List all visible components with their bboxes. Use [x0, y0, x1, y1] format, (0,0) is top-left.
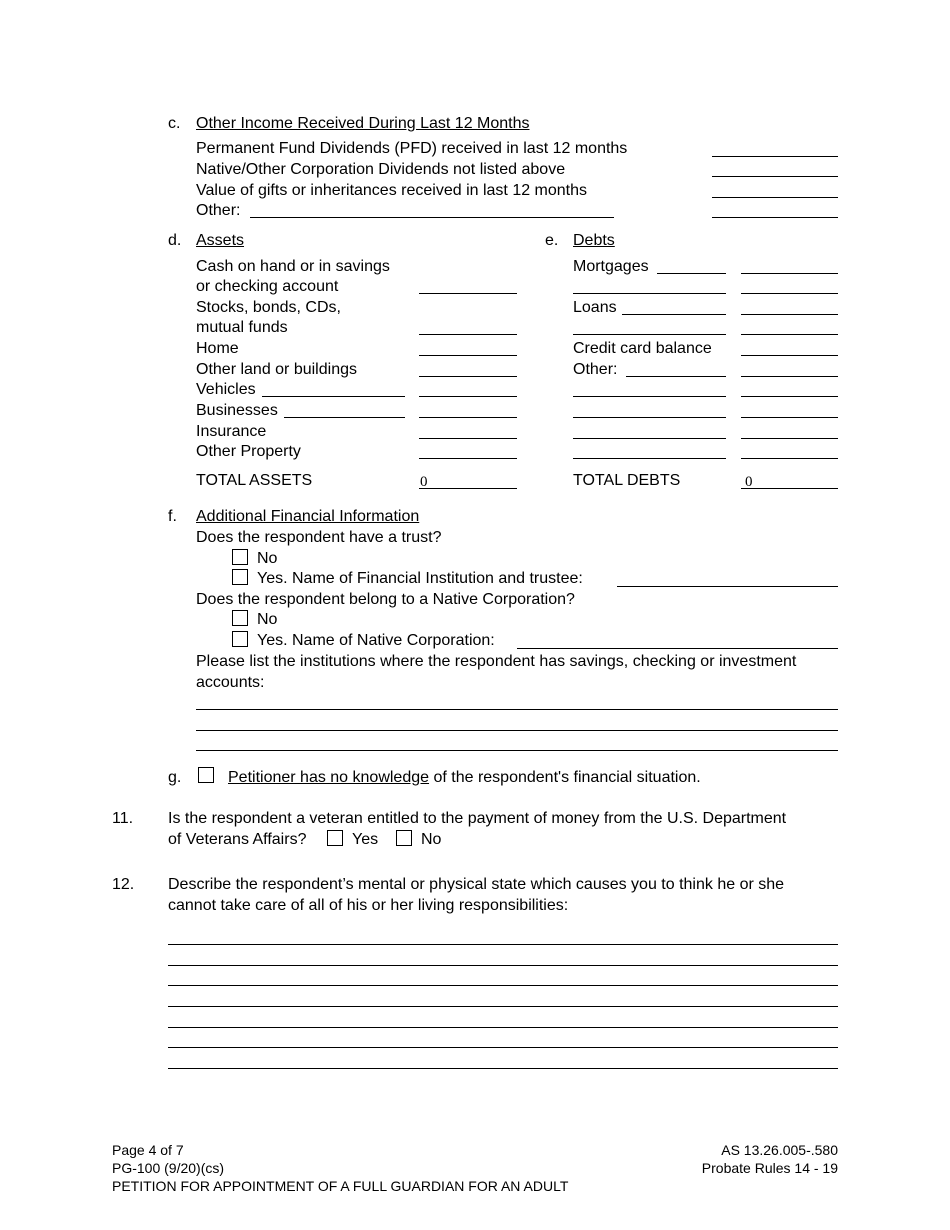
section-g-letter: g.: [168, 769, 182, 786]
other-debt-description-field[interactable]: [626, 376, 726, 377]
loan-description-field-2[interactable]: [573, 334, 726, 335]
debt-amount-field-extra-1[interactable]: [741, 396, 838, 397]
trust-question: Does the respondent have a trust?: [196, 529, 442, 546]
native-no-checkbox[interactable]: [232, 610, 248, 626]
section-d-letter: d.: [168, 232, 182, 249]
total-debts-field[interactable]: [741, 488, 838, 489]
debt-amount-field-extra-2[interactable]: [741, 417, 838, 418]
insurance-label: Insurance: [196, 423, 267, 440]
footer-form-number: PG-100 (9/20)(cs): [112, 1160, 225, 1176]
debts-heading: Debts: [573, 232, 615, 249]
stocks-amount-field[interactable]: [419, 334, 517, 335]
section-e-letter: e.: [545, 232, 559, 249]
mortgage-amount-field[interactable]: [741, 273, 838, 274]
footer-rules: Probate Rules 14 - 19: [701, 1160, 838, 1176]
institutions-line-2[interactable]: [196, 730, 838, 731]
cash-label-line1: Cash on hand or in savings: [196, 258, 390, 275]
native-yes-label: Yes. Name of Native Corporation:: [257, 632, 495, 649]
no-knowledge-underlined: Petitioner has no knowledge: [228, 769, 430, 786]
credit-card-label: Credit card balance: [573, 340, 712, 357]
native-yes-checkbox[interactable]: [232, 631, 248, 647]
debt-description-field-extra-4[interactable]: [573, 458, 726, 459]
other-income-label: Other:: [196, 202, 241, 219]
q11-line1: Is the respondent a veteran entitled to the payment of money from the U.S. Department: [168, 810, 787, 827]
section-f-letter: f.: [168, 508, 177, 525]
businesses-amount-field[interactable]: [419, 417, 517, 418]
debt-description-field-extra-2[interactable]: [573, 417, 726, 418]
other-land-amount-field[interactable]: [419, 376, 517, 377]
mortgage-amount-field-2[interactable]: [741, 293, 838, 294]
mortgage-description-field-2[interactable]: [573, 293, 726, 294]
mental-state-line-5[interactable]: [168, 1027, 838, 1028]
home-label: Home: [196, 340, 239, 357]
institutions-question-line2: accounts:: [196, 674, 265, 691]
cash-amount-field[interactable]: [419, 293, 517, 294]
section-c-letter: c.: [168, 115, 181, 132]
corp-dividends-amount-field[interactable]: [712, 176, 838, 177]
stocks-label-line2: mutual funds: [196, 319, 288, 336]
debt-description-field-extra-1[interactable]: [573, 396, 726, 397]
q12-line2: cannot take care of all of his or her living responsibilities:: [168, 897, 569, 914]
gifts-amount-field[interactable]: [712, 197, 838, 198]
loan-amount-field[interactable]: [741, 314, 838, 315]
footer-form-title: PETITION FOR APPOINTMENT OF A FULL GUARDIAN FOR AN ADULT: [112, 1178, 569, 1194]
mortgage-description-field[interactable]: [657, 273, 726, 274]
other-property-label: Other Property: [196, 443, 301, 460]
other-income-description-field[interactable]: [250, 217, 614, 218]
pfd-label: Permanent Fund Dividends (PFD) received in last 12 months: [196, 140, 628, 157]
mental-state-line-3[interactable]: [168, 985, 838, 986]
veteran-yes-checkbox[interactable]: [327, 830, 343, 846]
institutions-line-1[interactable]: [196, 709, 838, 710]
veteran-yes-label: Yes: [352, 831, 379, 848]
debt-amount-field-extra-4[interactable]: [741, 458, 838, 459]
total-debts-label: TOTAL DEBTS: [573, 472, 681, 489]
other-debt-amount-field[interactable]: [741, 376, 838, 377]
loan-amount-field-2[interactable]: [741, 334, 838, 335]
total-assets-label: TOTAL ASSETS: [196, 472, 313, 489]
corp-dividends-label: Native/Other Corporation Dividends not listed above: [196, 161, 566, 178]
mental-state-line-6[interactable]: [168, 1047, 838, 1048]
section-f-heading: Additional Financial Information: [196, 508, 420, 525]
mortgages-label: Mortgages: [573, 258, 649, 275]
institutions-question-line1: Please list the institutions where the respondent has savings, checking or investment: [196, 653, 797, 670]
loan-description-field[interactable]: [622, 314, 726, 315]
loans-label: Loans: [573, 299, 617, 316]
footer-page-number: Page 4 of 7: [112, 1142, 184, 1158]
total-debts-value: 0: [745, 474, 753, 490]
total-assets-value: 0: [420, 474, 428, 490]
insurance-amount-field[interactable]: [419, 438, 517, 439]
debt-amount-field-extra-3[interactable]: [741, 438, 838, 439]
mental-state-line-1[interactable]: [168, 944, 838, 945]
trust-yes-checkbox[interactable]: [232, 569, 248, 585]
businesses-description-field[interactable]: [284, 417, 405, 418]
trust-yes-label: Yes. Name of Financial Institution and trustee:: [257, 570, 583, 587]
vehicles-description-field[interactable]: [262, 396, 405, 397]
gifts-label: Value of gifts or inheritances received in last 12 months: [196, 182, 588, 199]
cash-label-line2: or checking account: [196, 278, 339, 295]
debt-description-field-extra-3[interactable]: [573, 438, 726, 439]
home-amount-field[interactable]: [419, 355, 517, 356]
no-knowledge-statement: [228, 768, 701, 788]
total-assets-field[interactable]: [419, 488, 517, 489]
businesses-label: Businesses: [196, 402, 278, 419]
q11-number: 11.: [112, 810, 134, 827]
assets-heading: Assets: [196, 232, 245, 249]
credit-card-amount-field[interactable]: [741, 355, 838, 356]
trustee-name-field[interactable]: [617, 586, 838, 587]
other-debt-label: Other:: [573, 361, 618, 378]
section-c-heading: Other Income Received During Last 12 Months: [196, 115, 530, 132]
other-land-label: Other land or buildings: [196, 361, 357, 378]
stocks-label-line1: Stocks, bonds, CDs,: [196, 299, 341, 316]
pfd-amount-field[interactable]: [712, 156, 838, 157]
native-corp-question: Does the respondent belong to a Native Corporation?: [196, 591, 575, 608]
veteran-no-checkbox[interactable]: [396, 830, 412, 846]
trust-no-checkbox[interactable]: [232, 549, 248, 565]
q11-line2: of Veterans Affairs?: [168, 831, 307, 848]
no-knowledge-checkbox[interactable]: [198, 767, 214, 783]
mental-state-line-2[interactable]: [168, 965, 838, 966]
mental-state-line-4[interactable]: [168, 1006, 838, 1007]
other-property-amount-field[interactable]: [419, 458, 517, 459]
q12-line1: Describe the respondent’s mental or physical state which causes you to think he or she: [168, 876, 785, 893]
institutions-line-3[interactable]: [196, 750, 838, 751]
vehicles-label: Vehicles: [196, 381, 256, 398]
no-knowledge-rest: of the respondent's financial situation.: [429, 769, 701, 786]
other-income-amount-field[interactable]: [712, 217, 838, 218]
footer-statute: AS 13.26.005-.580: [721, 1142, 838, 1158]
veteran-no-label: No: [421, 831, 442, 848]
trust-no-label: No: [257, 550, 278, 567]
mental-state-line-7[interactable]: [168, 1068, 838, 1069]
vehicles-amount-field[interactable]: [419, 396, 517, 397]
q12-number: 12.: [112, 876, 135, 893]
native-corp-name-field[interactable]: [517, 648, 838, 649]
native-no-label: No: [257, 611, 278, 628]
